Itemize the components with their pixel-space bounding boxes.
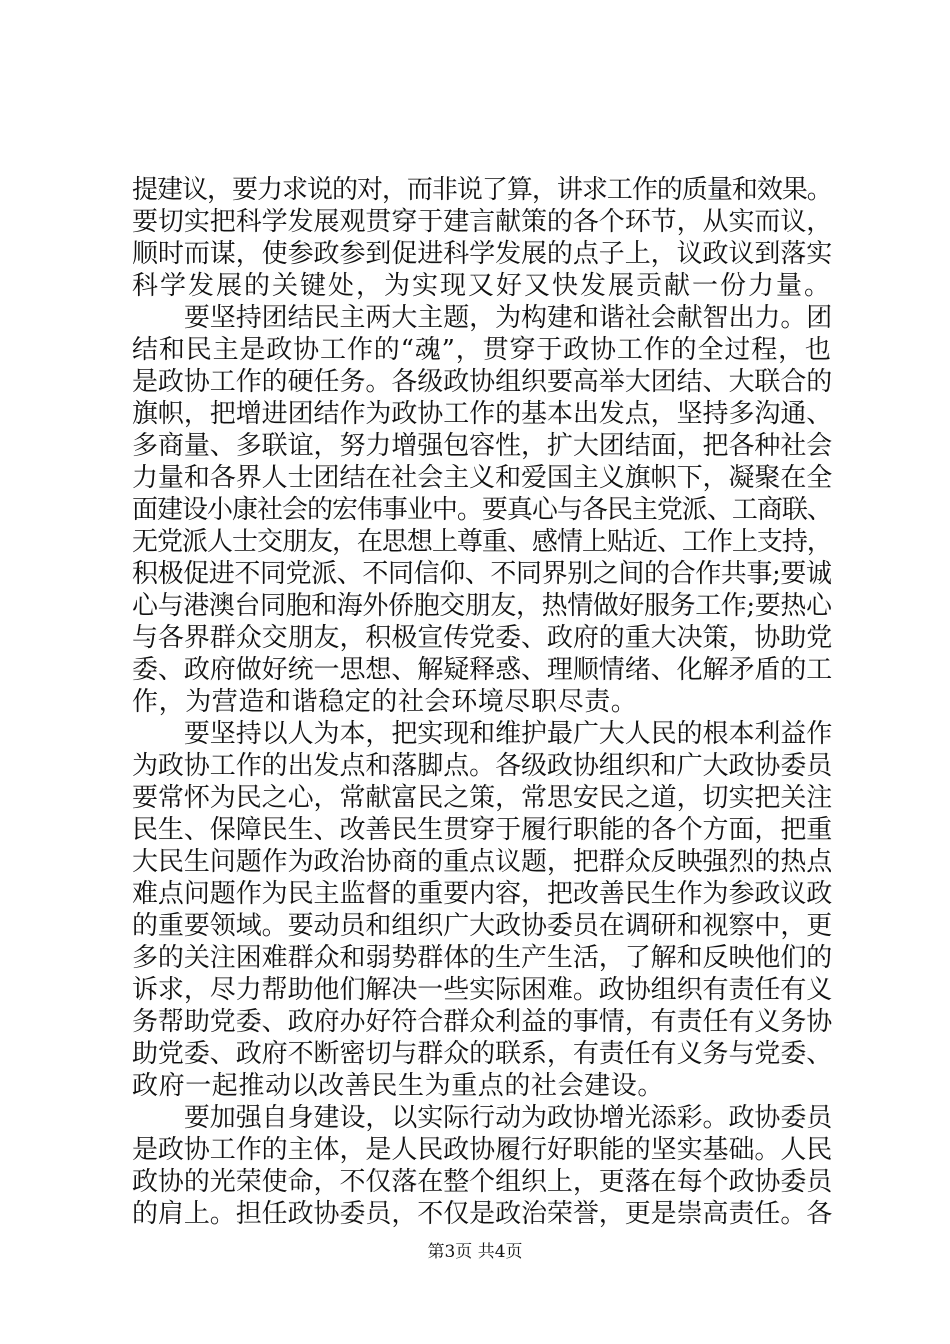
text-line: 多商量、多联谊，努力增强包容性，扩大团结面，把各种社会 — [132, 431, 832, 461]
text-line: 积极促进不同党派、不同信仰、不同界别之间的合作共事;要诚 — [132, 559, 832, 589]
text-line: 面建设小康社会的宏伟事业中。要真心与各民主党派、工商联、 — [132, 495, 832, 525]
text-line: 诉求，尽力帮助他们解决一些实际困难。政协组织有责任有义 — [132, 975, 832, 1005]
text-line: 顺时而谋，使参政参到促进科学发展的点子上，议政议到落实 — [132, 239, 832, 269]
text-line: 旗帜，把增进团结作为政协工作的基本出发点，坚持多沟通、 — [132, 399, 832, 429]
text-line: 是政协工作的硬任务。各级政协组织要高举大团结、大联合的 — [132, 367, 832, 397]
text-line: 要切实把科学发展观贯穿于建言献策的各个环节，从实而议， — [132, 207, 832, 237]
text-line: 要加强自身建设，以实际行动为政协增光添彩。政协委员 — [132, 1103, 832, 1133]
page-footer: 第3页 共4页 — [427, 1242, 523, 1262]
text-line: 助党委、政府不断密切与群众的联系，有责任有义务与党委、 — [132, 1039, 832, 1069]
text-line: 与各界群众交朋友，积极宣传党委、政府的重大决策，协助党 — [132, 623, 832, 653]
text-line: 的肩上。担任政协委员，不仅是政治荣誉，更是崇高责任。各 — [132, 1199, 832, 1229]
text-line: 力量和各界人士团结在社会主义和爱国主义旗帜下，凝聚在全 — [132, 463, 832, 493]
text-line: 政府一起推动以改善民生为重点的社会建设。 — [132, 1071, 665, 1101]
text-line: 要坚持团结民主两大主题，为构建和谐社会献智出力。团 — [132, 303, 832, 333]
body-text — [132, 174, 832, 1230]
text-line: 多的关注困难群众和弱势群体的生产生活，了解和反映他们的 — [132, 943, 832, 973]
text-line: 大民生问题作为政治协商的重点议题，把群众反映强烈的热点 — [132, 847, 832, 877]
text-line: 心与港澳台同胞和海外侨胞交朋友，热情做好服务工作;要热心 — [132, 591, 832, 621]
text-line: 科学发展的关键处，为实现又好又快发展贡献一份力量。 — [132, 271, 832, 301]
text-line: 结和民主是政协工作的“魂”，贯穿于政协工作的全过程，也 — [132, 335, 832, 365]
text-line: 委、政府做好统一思想、解疑释惑、理顺情绪、化解矛盾的工 — [132, 655, 832, 685]
text-line: 为政协工作的出发点和落脚点。各级政协组织和广大政协委员 — [132, 751, 832, 781]
text-line: 务帮助党委、政府办好符合群众利益的事情，有责任有义务协 — [132, 1007, 832, 1037]
text-line: 要常怀为民之心，常献富民之策，常思安民之道，切实把关注 — [132, 783, 832, 813]
text-line: 无党派人士交朋友，在思想上尊重、感情上贴近、工作上支持， — [132, 527, 832, 557]
text-line: 民生、保障民生、改善民生贯穿于履行职能的各个方面，把重 — [132, 815, 832, 845]
text-line: 难点问题作为民主监督的重要内容，把改善民生作为参政议政 — [132, 879, 832, 909]
text-line: 的重要领域。要动员和组织广大政协委员在调研和视察中，更 — [132, 911, 832, 941]
text-line: 作，为营造和谐稳定的社会环境尽职尽责。 — [132, 687, 638, 717]
text-line: 是政协工作的主体，是人民政协履行好职能的坚实基础。人民 — [132, 1135, 832, 1165]
text-line: 提建议，要力求说的对，而非说了算，讲求工作的质量和效果。 — [132, 175, 832, 205]
text-line: 政协的光荣使命，不仅落在整个组织上，更落在每个政协委员 — [132, 1167, 832, 1197]
text-line: 要坚持以人为本，把实现和维护最广大人民的根本利益作 — [132, 719, 832, 749]
